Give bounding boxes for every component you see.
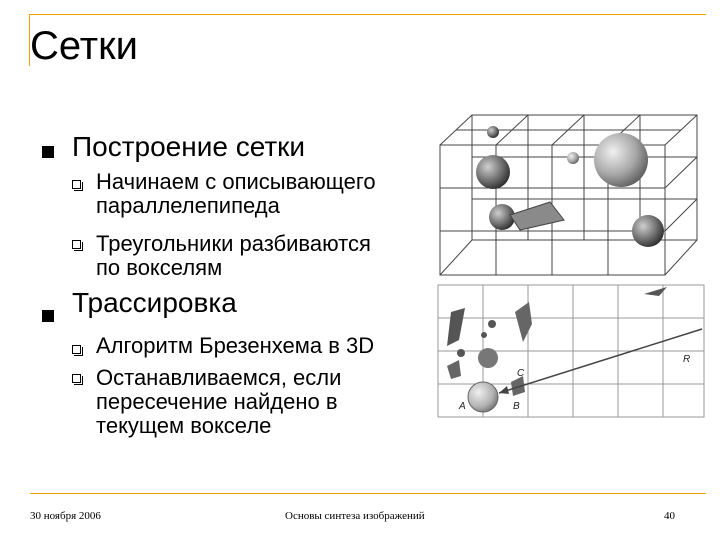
footer-page-number: 40 [664, 510, 675, 522]
bullet-text: Алгоритм Брезенхема в 3D [96, 333, 375, 358]
label-r: R [683, 354, 691, 365]
slide-title: Сетки [30, 24, 138, 68]
section-heading: Трассировка [72, 287, 237, 318]
bullet-text: Треугольники разбиваются по вокселям [96, 231, 371, 280]
bullet-text: Начинаем с описывающего параллелепипеда [96, 169, 376, 218]
bullet-square-icon [42, 146, 54, 158]
footer-divider [30, 493, 706, 494]
sub-bullet-icon [72, 374, 81, 383]
sub-bullet-icon [72, 345, 81, 354]
title-accent-horizontal [29, 14, 706, 15]
bullet-text: Останавливаемся, если пересечение найдено в текущем вокселе [96, 365, 342, 438]
sub-bullet-icon [72, 240, 81, 249]
grid-traversal-figure [437, 284, 705, 419]
label-c: C [517, 368, 525, 379]
section-heading: Построение сетки [72, 131, 306, 162]
voxel-grid-figure [432, 110, 702, 285]
bullet-square-icon [42, 310, 54, 322]
footer-course: Основы синтеза изображений [285, 510, 425, 522]
label-b: B [513, 401, 520, 412]
label-a: A [459, 401, 466, 412]
footer-date: 30 ноября 2006 [30, 510, 101, 522]
sub-bullet-icon [72, 180, 81, 189]
